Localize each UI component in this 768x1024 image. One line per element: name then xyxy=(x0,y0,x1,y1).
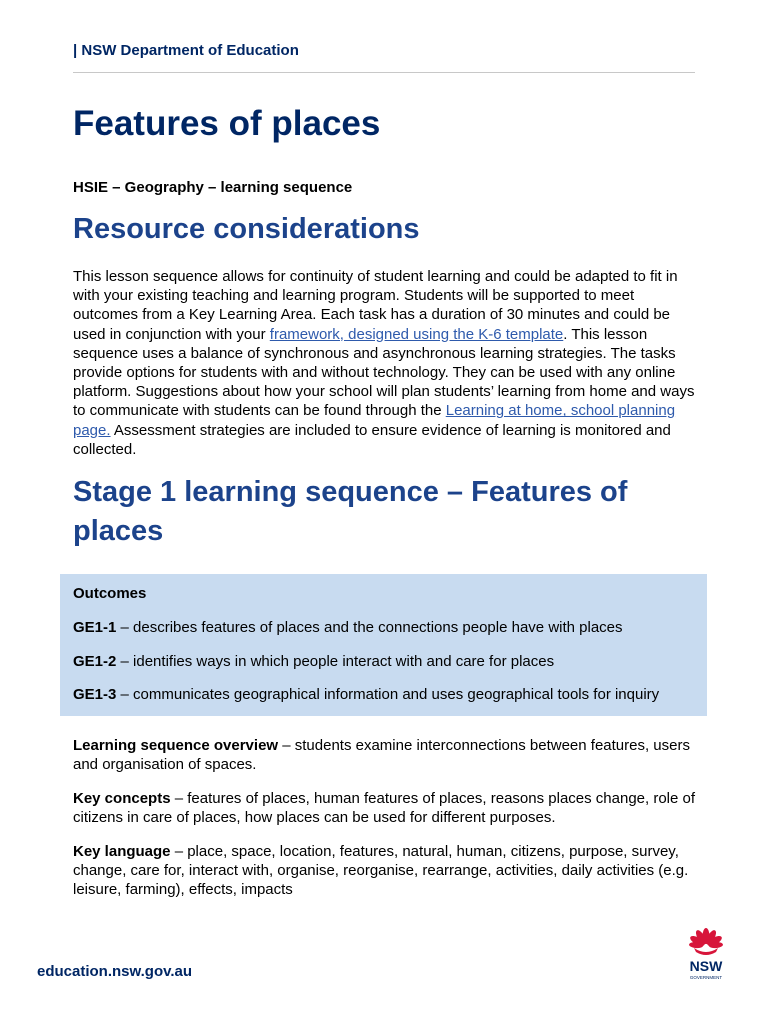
outcome-item xyxy=(73,653,554,670)
outcomes-title: Outcomes xyxy=(73,585,147,602)
resource-text-part-2: . This lesson sequence uses a balance of synchronous and asynchronous learning strategies. The tasks provide options for students with and without technology. They can be used with any online platform. Suggestions about how your school will plan students’ learning from home and ways to communicate with students can be found through the xyxy=(73,325,695,420)
resource-text-part-1: This lesson sequence allows for continuity of student learning and could be adapted to fit in with your existing teaching and learning program. Students will be supported to meet outcomes from a Key Learning Area. Each task has a duration of 30 minutes and could be used in conjunction with your xyxy=(73,268,678,343)
footer-website-link[interactable]: education.nsw.gov.au xyxy=(37,963,193,980)
logo-subtext: GOVERNMENT xyxy=(689,975,723,980)
outcome-text: – identifies ways in which people interact with and care for places xyxy=(116,653,555,670)
detail-label: Key concepts xyxy=(73,790,171,807)
framework-link[interactable]: framework, designed using the K-6 template xyxy=(269,325,564,343)
outcome-text: – describes features of places and the connections people have with places xyxy=(116,619,623,636)
document-subtitle: HSIE – Geography – learning sequence xyxy=(73,179,353,196)
logo-wordmark: NSW xyxy=(689,958,723,974)
resource-text-part-3: Assessment strategies are included to ensure evidence of learning is monitored and collected. xyxy=(73,421,671,458)
page-title: Features of places xyxy=(73,104,381,143)
resource-considerations-text xyxy=(73,267,698,459)
detail-text: – place, space, location, features, natural, human, citizens, purpose, survey, change, care for, interact with, organise, reorganise, rearrange, activities, daily activities (e.g. leisure, farming), effects, impacts xyxy=(73,843,689,899)
key-concepts xyxy=(73,789,698,827)
outcome-item xyxy=(73,686,659,703)
resource-considerations-heading: Resource considerations xyxy=(73,213,420,245)
detail-text: – students examine interconnections between features, users and organisation of spaces. xyxy=(73,737,690,774)
department-header: | NSW Department of Education xyxy=(73,42,299,59)
nsw-waratah-logo-icon xyxy=(676,924,736,982)
key-language xyxy=(73,842,698,900)
outcome-code: GE1-1 xyxy=(73,619,117,636)
outcome-code: GE1-2 xyxy=(73,653,117,670)
learning-at-home-link[interactable]: Learning at home, school planning page. xyxy=(73,402,676,439)
outcome-code: GE1-3 xyxy=(73,686,117,703)
stage-1-heading: Stage 1 learning sequence – Features of places xyxy=(73,476,628,547)
detail-label: Key language xyxy=(73,843,171,860)
outcome-text: – communicates geographical information and uses geographical tools for inquiry xyxy=(116,686,660,703)
detail-text: – features of places, human features of places, reasons places change, role of citizens in care of places, how places can be used for different purposes. xyxy=(73,790,696,827)
learning-sequence-overview xyxy=(73,736,698,774)
outcome-item xyxy=(73,619,623,636)
header-divider xyxy=(73,72,695,73)
detail-label: Learning sequence overview xyxy=(73,737,279,754)
